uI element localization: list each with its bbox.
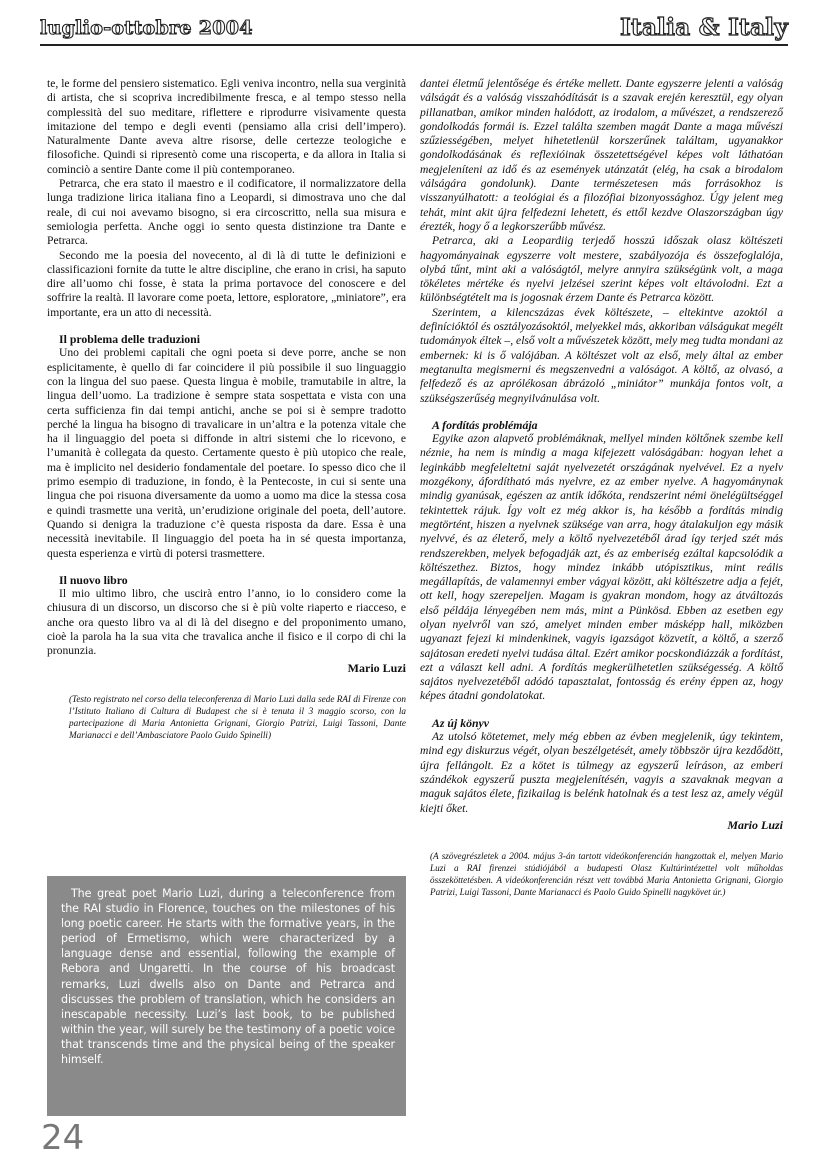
hungarian-paragraph: Petrarca, aki a Leopardiig terjedő hosszú időszak olasz költészeti hagyományainak egyszerre volt mestere, szabályozója és összefoglalója, olybá tűnt, mint aki a valóságtól, melyre annyira szükségünk volt, a maga tökéletes mértéke és nyelvi jelzései szerint képes volt eltávolodni. Ezt a különbségtételt ma is jogosnak érzem Dante és Petrarca között.	[420, 234, 783, 305]
section-heading: Il problema delle traduzioni	[59, 332, 201, 347]
author-signature: Mario Luzi	[727, 817, 783, 832]
section-heading: Az új könyv	[432, 715, 490, 730]
italian-column	[47, 77, 406, 741]
page-number: 24	[41, 1118, 85, 1158]
source-note: (A szövegrészletek a 2004. május 3-án tartott videókonferencián hangzottak el, melyen Mario Luzi a RAI firenzei stúdiójából a budapesti Olasz Kultúrintézettel volt műholdas összeköttetésben. A videókonferencián részt vett továbbá Maria Antonietta Grignani, Giorgio Patrizi, Luigi Tassoni, Dante Marianacci és Paolo Guido Spinelli nagykövet úr.)	[430, 851, 783, 898]
issue-date-header: luglio-ottobre 2004	[40, 17, 253, 39]
hungarian-paragraph: dantei életmű jelentősége és értéke mellett. Dante egyszerre jelenti a valóság válságát és a valóság visszahódítását is a szavak erején keresztül, egy olyan pillanatban, amikor minden halódott, az irodalom, a művészet, a rendszerező gondolkodás formái is. Ezzel találta szemben magát Dante a maga művészi szűziességében, melyet hihetetlenül korszerűnek találtam, ugyanakkor gondolkodásának és reflexióinak összetettségével képes volt láthatóan megjeleníteni az idő és az események utánzatát (elég, ha csak a birodalom válságára gondolunk). Dante természetesen más forrásokhoz is visszanyúlhatott: a teológiai és a filozófiai bizonyossághoz. Úgy jelent meg tehát, mint akit újra felfedezni lehetett, és ettől kezdve Olaszországban úgy érezték, hogy ő a legkorszerűbb művész.	[420, 77, 783, 233]
italian-paragraph: te, le forme del pensiero sistematico. Egli veniva incontro, nella sua verginità di artista, che si scopriva incredibilmente fresca, e al tempo stesso nella complessità del suo meditare, riflettere e riprodurre visivamente questa imitazione del tempo e degli eventi (pensiamo alla crisi dell’impero). Naturalmente Dante aveva altre risorse, delle certezze teologiche e filosofiche. Quindi si ripresentò come una riscoperta, e da allora in Italia si cominciò a sentire Dante come il più contemporaneo.	[47, 77, 406, 176]
section-heading: A fordítás problémája	[432, 417, 538, 432]
section-heading: Il nuovo libro	[59, 572, 128, 587]
hungarian-column	[420, 77, 783, 898]
header-divider	[40, 44, 788, 46]
hungarian-paragraph: Az utolsó kötetemet, mely még ebben az évben megjelenik, úgy tekintem, mind egy diskurzus végét, olyan beszélgetését, amely többször újra kezdődött, újra fellángolt. Ez a kötet is túlmegy az egyszerű leíráson, az emberi szándékok egyszerű puszta megjelenítésén, vagyis a szavaknak megvan a maguk sajátos élete, fizikailag is belénk hatolnak és a test lesz az, amely végül kiejti őket.	[420, 730, 783, 815]
italian-paragraph: Secondo me la poesia del novecento, al di là di tutte le definizioni e classificazioni fornite da tutte le altre discipline, che erano in crisi, ha saputo dire all’uomo chi fosse, è stata la prima portavoce del conoscere e del soffrire la realtà. Il lavorare come poeta, lettore, esploratore, „miniatore”, era importante, era un atto di necessità.	[47, 248, 406, 319]
italian-paragraph: Il mio ultimo libro, che uscirà entro l’anno, io lo considero come la chiusura di un discorso, un discorso che si è più volte riaperto e riacceso, e anche ora questo libro va al di là del disegno e del proponimento umano, cioè la parola ha la sua vita che travalica anche il fisico e il corpo di chi la pronunzia.	[47, 587, 406, 658]
hungarian-paragraph: Egyike azon alapvető problémáknak, mellyel minden költőnek szembe kell néznie, ha nem is mindig a maga kifejezett valóságában: hogyan lehet a leginkább megfeleltetni saját nyelvezetét országának nyelvével. Ez a nyelv mozgékony, áfordítható más nyelvre, ez az ember nyelve. A hagyománynak mindig gyanúsak, egészen az antik időkóta, rendszerint némi önelégültséggel tekintettek rájuk. Így volt ez még akkor is, ha később a fordítás mindig megtörtént, hiszen a nyelvnek szüksége van arra, hogy átalakuljon egy másik nyelvvé, és az életerő, mely a költő nyelvezetéből árad így terjed szét más rendszerekben, melyek befogadják azt, és az emberiség ezáltal kapcsolódik a költészethez. Biztos, hogy mindez inkább utópisztikus, mint reális megállapítás, de valamennyi ember vágyai között, aki költészetre adja a fejét, ott kell, hogy szerepeljen. Magam is gyakran mondom, hogy az átváltozás első példája lényegében nem más, mint a Pünkösd. Ebben az esetben egy olyan nyelvről van szó, amelyet minden ember másképp hall, miközben ugyanazt fejezi ki mindenkinek, vagyis igazságot közvetít, a költő, a szerző sajátosan eredeti nyelvi tudása által. Ezért amikor pocskondiázzák a fordítást, ezt a választ kell adni. A fordítás megkerülhetetlen szükségesség. A költő sajátos nyelvezetéből adódó tapasztalat, fontosság és erény éppen az, hogy képes átadni gondolatokat.	[420, 432, 783, 703]
author-signature: Mario Luzi	[347, 660, 406, 675]
source-note: (Testo registrato nel corso della teleconferenza di Mario Luzi dalla sede RAI di Firenze con l’Istituto Italiano di Cultura di Budapest che si è tenuta il 3 maggio scorso, con la partecipazione di Maria Antonietta Grignani, Giorgio Patrizi, Luigi Tassoni, Dante Marianacci e dell’Ambasciatore Paolo Guido Spinelli)	[69, 693, 407, 740]
hungarian-paragraph: Szerintem, a kilencszázas évek költészete, – eltekintve azoktól a definícióktól és osztályozásoktól, melyekkel más, akkoriban válságukat megélt tudományok éltek –, első volt a művészetek között, mely meg tudta mondani az embernek: ki is ő valójában. A költészet volt az első, mely által az ember megtanulta megismerni és megszenvedni a valóságot. A költő, az olvasó, a felfedező és az aprólékosan ábrázoló „miniátor” munkája fontos volt, a szükségszerűség megnyilvánulása volt.	[420, 305, 783, 405]
italian-paragraph: Uno dei problemi capitali che ogni poeta si deve porre, anche se non esplicitamente, è quello di far coincidere il più possibile il suo linguaggio con la lingua del suo paese. Questa lingua è mobile, tramutabile in altre, la lingua dell’uomo. La tradizione è sempre stata sospettata e vista con una certa sufficienza fin dai tempi antichi, anche se poi si è sempre tradotto perché la lingua ha bisogno di travalicare in un’altra e la potenza vitale che ha il linguaggio del poeta si diffonde in altri sistemi che lo ricevono, e l’umanità è collegata da questo. Certamente questo è più utopico che reale, ma è implicito nel desiderio fondamentale del poetare. Io spesso dico che il primo esempio di traduzione, in fondo, è la Pentecoste, in cui si sente una lingua che poi risuona diversamente da uomo a uomo ma dice la stessa cosa e quindi trasmette una verità, un’erudizione originale del poeta, dell’autore. Quando si denigra la traduzione c’è questa risposta da dare. Essa è una necessità inevitabile. Il linguaggio del poeta ha in sé questa importanza, questa esperienza e virtù di potersi trasmettere.	[47, 346, 406, 560]
italian-paragraph: Petrarca, che era stato il maestro e il codificatore, il normalizzatore della lunga tradizione lirica italiana fino a Leopardi, si dimostrava uno che dal reale, di cui noi avevamo bisogno, si era circoscritto, nella sua misura e semiologia perfetta. Anche oggi io sento questa distinzione tra Dante e Petrarca.	[47, 177, 406, 248]
magazine-title-header: Italia & Italy	[619, 14, 788, 41]
english-summary-box: The great poet Mario Luzi, during a teleconference from the RAI studio in Florence, touches on the milestones of his long poetic career. He starts with the formative years, in the period of Ermetismo, which were characterized by a language dense and essential, following the example of Rebora and Ungaretti. In the course of his broadcast remarks, Luzi dwells also on Dante and Petrarca and discusses the problem of translation, which he considers an inescapable necessity. Luzi’s last book, to be published within the year, will surely be the testimony of a poetic voice that transcends time and the physical being of the speaker himself.	[47, 876, 406, 1116]
